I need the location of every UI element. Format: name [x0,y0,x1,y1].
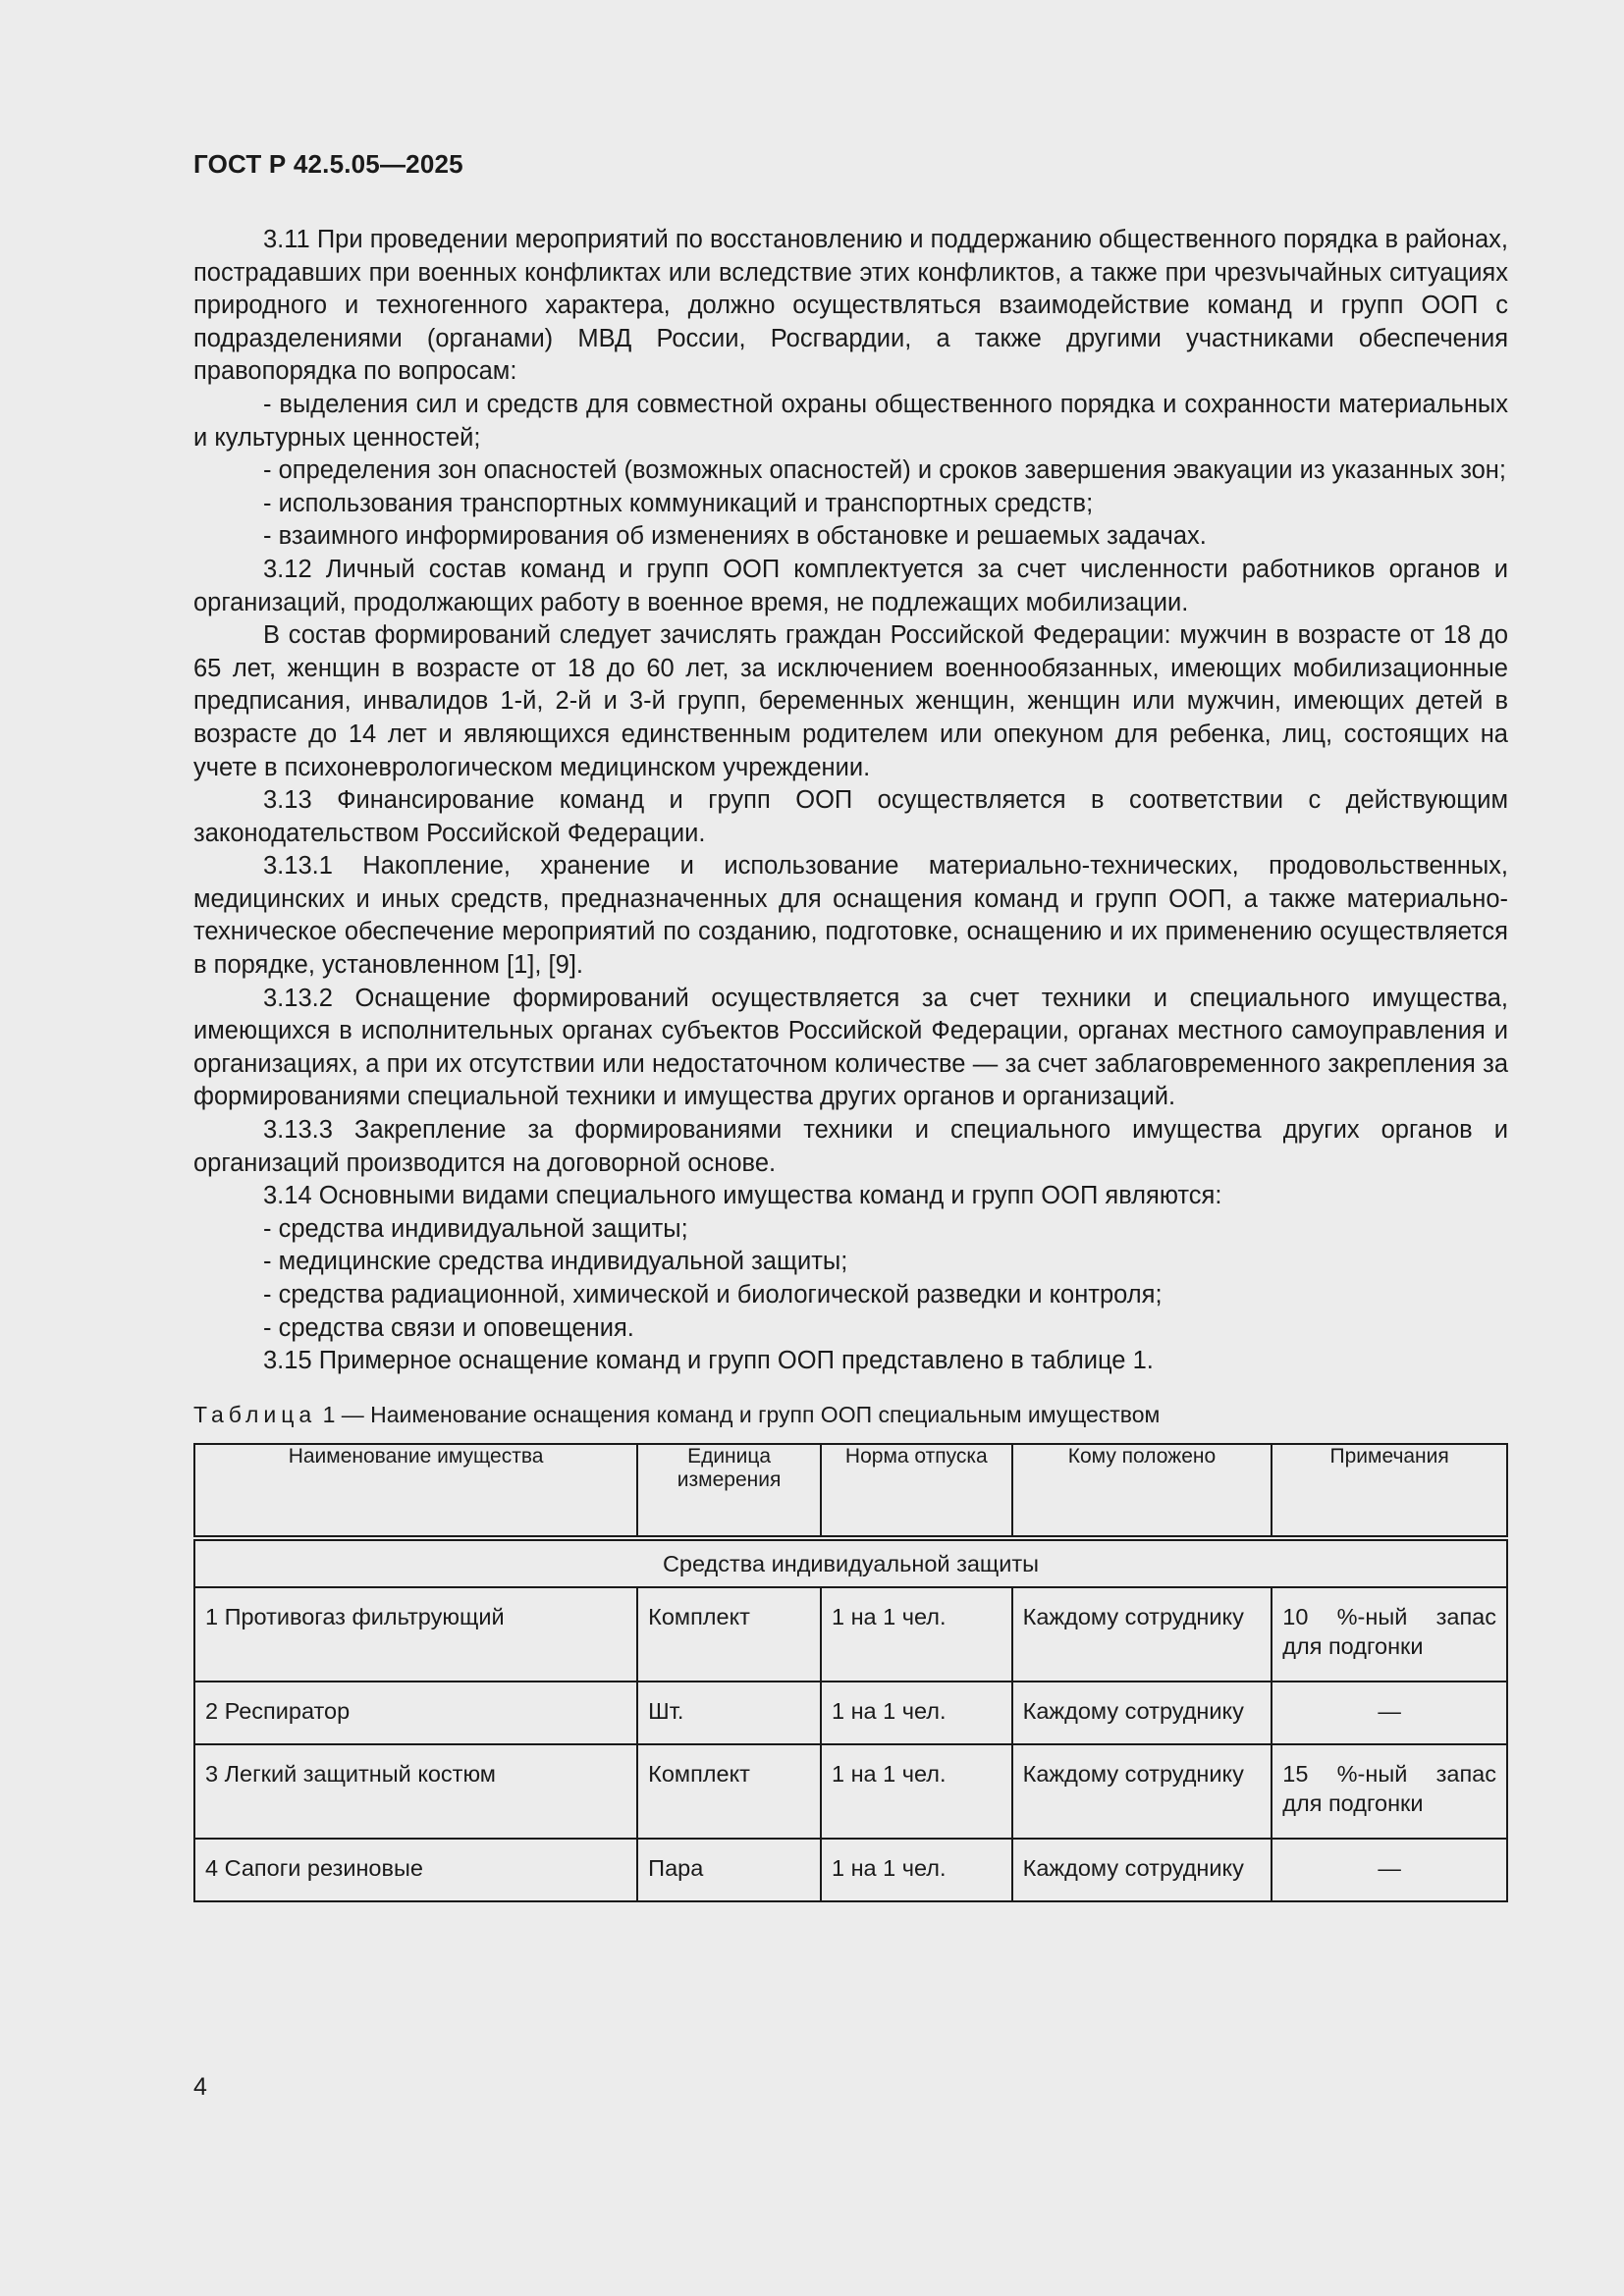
table-cell: Каждому сотруднику [1012,1587,1272,1682]
list-item: - определения зон опасностей (возможных опасностей) и сроков завершения эвакуации из указанных зон; [263,456,1506,485]
equipment-table [193,1443,1508,1902]
table-row [194,1839,1507,1901]
paragraph-3-13-3: 3.13.3 Закрепление за формированиями техники и специального имущества других органов и организаций производится на договорной основе. [193,1116,1508,1177]
page-number: 4 [193,2073,207,2101]
table-cell: Комплект [637,1587,821,1682]
table-cell: 10 %-ный запас для подгонки [1272,1587,1507,1682]
table-header-row [194,1444,1507,1538]
paragraph-3-13-1: 3.13.1 Накопление, хранение и использование материально-технических, продовольственных, медицинских и иных средств, предназначенных для оснащения команд и групп ООП, а также материально-техническое обеспечение мероприятий по созданию, подготовке, оснащению и их применению осуществляется в порядке, установленном [1], [9]. [193,852,1508,980]
table-caption-text: 1 — Наименование оснащения команд и групп ООП специальным имуществом [316,1401,1161,1427]
column-header: Кому положено [1012,1444,1272,1538]
table-row [194,1587,1507,1682]
table-row [194,1682,1507,1744]
paragraph-3-12: 3.12 Личный состав команд и групп ООП комплектуется за счет численности работников органов и организаций, продолжающих работу в военное время, не подлежащих мобилизации. [193,555,1508,616]
column-header: Единица измерения [637,1444,821,1538]
list-item: - средства радиационной, химической и биологической разведки и контроля; [263,1281,1163,1308]
table-cell: Каждому сотруднику [1012,1839,1272,1901]
table-cell: — [1272,1682,1507,1744]
table-cell: 1 на 1 чел. [821,1744,1012,1839]
table-cell: 1 Противогаз фильтрующий [194,1587,637,1682]
table-cell: Каждому сотруднику [1012,1682,1272,1744]
standard-designation: ГОСТ Р 42.5.05—2025 [193,149,463,179]
table-cell: Шт. [637,1682,821,1744]
table-cell: 2 Респиратор [194,1682,637,1744]
list-item: - взаимного информирования об изменениях в обстановке и решаемых задачах. [263,522,1207,551]
document-page [193,147,1508,1902]
column-header: Примечания [1272,1444,1507,1538]
body-text [193,224,1508,1378]
table-cell: Пара [637,1839,821,1901]
column-header: Норма отпуска [821,1444,1012,1538]
section-title: Средства индивидуальной защиты [194,1538,1507,1587]
column-header: Наименование имущества [194,1444,637,1538]
list-item: - выделения сил и средств для совместной охраны общественного порядка и сохранности материальных и культурных ценностей; [193,390,1508,452]
table-caption [193,1400,1508,1429]
table-cell: 15 %-ный запас для подгонки [1272,1744,1507,1839]
list-item: - средства индивидуальной защиты; [263,1214,688,1243]
table-cell: 4 Сапоги резиновые [194,1839,637,1901]
paragraph-3-15: 3.15 Примерное оснащение команд и групп ООП представлено в таблице 1. [263,1347,1154,1375]
list-item: - средства связи и оповещения. [263,1313,634,1342]
paragraph-3-13-2: 3.13.2 Оснащение формирований осуществляется за счет техники и специального имущества, имеющихся в исполнительных органах субъектов Российской Федерации, органах местного самоуправления и организациях, а при их отсутствии или недостаточном количестве — за счет заблаговременного закрепления за формированиями специальной техники и имущества других органов и организаций. [193,984,1508,1111]
table-cell: 3 Легкий защитный костюм [194,1744,637,1839]
paragraph-3-11: 3.11 При проведении мероприятий по восстановлению и поддержанию общественного порядка в районах, пострадавших при военных конфликтах или вследствие этих конфликтов, а также при чрезvычайных ситуациях природного и техногенного характера, должно осуществляться взаимодействие команд и групп ООП с подразделениями (органами) МВД России, Росгвардии, а также другими участниками обеспечения правопорядка по вопросам: [193,226,1508,386]
list-item: - медицинские средства индивидуальной защиты; [263,1248,848,1276]
table-cell: 1 на 1 чел. [821,1587,1012,1682]
table-section-row [194,1538,1507,1587]
table-caption-label: Таблица [193,1401,317,1427]
table-cell: 1 на 1 чел. [821,1839,1012,1901]
paragraph-composition: В состав формирований следует зачислять граждан Российской Федерации: мужчин в возрасте от 18 до 65 лет, женщин в возрасте от 18 до 60 лет, за исключением военнообязанных, имеющих мобилизационные предписания, инвалидов 1-й, 2-й и 3-й групп, беременных женщин, женщин или мужчин, имеющих детей в возрасте до 14 лет и являющихся единственным родителем или опекуном для ребенка, лиц, состоящих на учете в психоневрологическом медицинском учреждении. [193,621,1508,781]
table-cell: — [1272,1839,1507,1901]
table-cell: 1 на 1 чел. [821,1682,1012,1744]
paragraph-3-13: 3.13 Финансирование команд и групп ООП осуществляется в соответствии с действующим законодательством Российской Федерации. [193,786,1508,847]
table-cell: Комплект [637,1744,821,1839]
table-cell: Каждому сотруднику [1012,1744,1272,1839]
table-row [194,1744,1507,1839]
paragraph-3-14: 3.14 Основными видами специального имущества команд и групп ООП являются: [263,1182,1222,1210]
list-item: - использования транспортных коммуникаций и транспортных средств; [263,489,1094,517]
